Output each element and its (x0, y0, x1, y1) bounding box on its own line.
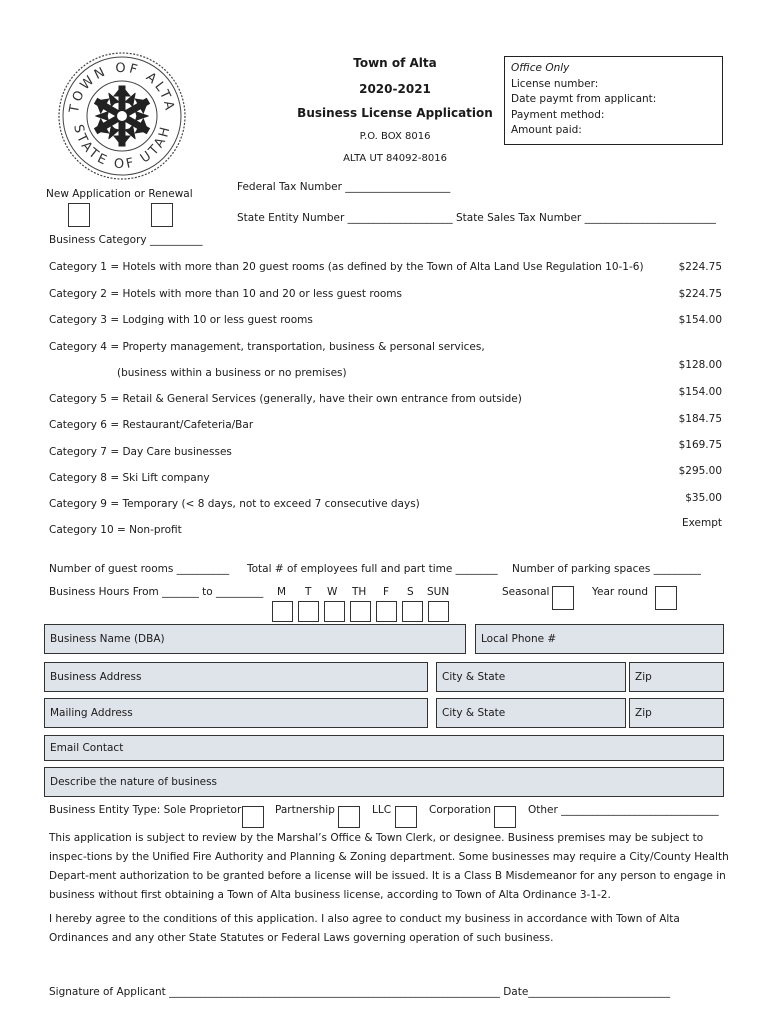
category-3: Category 3 = Lodging with 10 or less guest rooms (49, 314, 313, 326)
corporation-label: Corporation (429, 804, 492, 816)
signature-line[interactable]: Signature of Applicant _______________________________________________________________ Date___________________________ (49, 986, 671, 998)
agreement-paragraph: I hereby agree to the conditions of this application. I also agree to conduct my business in accordance with Town of Alta Ordinances and any other State Statutes or Federal Laws governing operation of such business. (49, 913, 680, 944)
category-9: Category 9 = Temporary (< 8 days, not to exceed 7 consecutive days) (49, 498, 420, 510)
category-2: Category 2 = Hotels with more than 10 and 20 or less guest rooms (49, 288, 402, 300)
state-entity-and-sales-tax[interactable]: State Entity Number ____________________ State Sales Tax Number _________________________ (237, 212, 716, 224)
category-4-price: $128.00 (678, 359, 722, 371)
day-checkbox-t[interactable] (298, 601, 319, 622)
office-only-box (504, 56, 723, 145)
category-5-price: $154.00 (678, 386, 722, 398)
city-state-label-2: City & State (442, 707, 506, 719)
seasonal-label: Seasonal (502, 586, 550, 598)
business-hours-field[interactable]: Business Hours From _______ to _________ (49, 586, 264, 598)
town-seal (56, 50, 188, 182)
other-entity-field[interactable]: Other ______________________________ (528, 804, 719, 816)
category-9-price: $35.00 (685, 492, 722, 504)
new-application-checkbox[interactable] (68, 203, 90, 227)
sole-proprietor-checkbox[interactable] (242, 806, 264, 828)
employees-field[interactable]: Total # of employees full and part time ________ (247, 563, 498, 575)
day-label-th: TH (352, 586, 367, 598)
local-phone-label: Local Phone # (481, 633, 557, 645)
category-6-price: $184.75 (678, 413, 722, 425)
office-license-number: License number: (511, 77, 599, 90)
partnership-checkbox[interactable] (338, 806, 360, 828)
corporation-checkbox[interactable] (494, 806, 516, 828)
day-checkbox-w[interactable] (324, 601, 345, 622)
llc-checkbox[interactable] (395, 806, 417, 828)
seasonal-checkbox[interactable] (552, 586, 574, 610)
header-po-box: P.O. BOX 8016 (359, 131, 431, 142)
email-contact-field[interactable] (44, 735, 724, 761)
zip-field-2[interactable] (629, 698, 724, 728)
day-checkbox-s[interactable] (402, 601, 423, 622)
llc-label: LLC (372, 804, 392, 816)
category-6: Category 6 = Restaurant/Cafeteria/Bar (49, 419, 254, 431)
category-2-price: $224.75 (678, 288, 722, 300)
mailing-address-field[interactable] (44, 698, 428, 728)
category-1-price: $224.75 (678, 261, 722, 273)
nature-of-business-label: Describe the nature of business (50, 776, 218, 788)
snowflake-icon (90, 86, 155, 146)
business-name-label: Business Name (DBA) (50, 633, 165, 645)
day-label-sun: SUN (427, 586, 450, 598)
day-label-s: S (407, 586, 414, 598)
new-or-renewal-label: New Application or Renewal (46, 188, 193, 200)
local-phone-field[interactable] (475, 624, 724, 654)
category-4-note: (business within a business or no premises) (117, 367, 347, 379)
city-state-field-2[interactable] (436, 698, 626, 728)
office-date-payment: Date paymt from applicant: (511, 93, 657, 105)
category-5: Category 5 = Retail & General Services (generally, have their own entrance from outside) (49, 393, 522, 405)
zip-label-1: Zip (635, 671, 652, 683)
zip-label-2: Zip (635, 707, 652, 719)
day-label-f: F (383, 586, 390, 598)
entity-type-label: Business Entity Type: Sole Proprietor (49, 804, 242, 816)
guest-rooms-field[interactable]: Number of guest rooms __________ (49, 563, 230, 575)
business-category-field[interactable]: Business Category __________ (49, 234, 203, 246)
category-8: Category 8 = Ski Lift company (49, 472, 210, 484)
seal-top-text: TOWN OF ALTA (66, 60, 178, 115)
header-title: Town of Alta (353, 56, 437, 70)
header-city: ALTA UT 84092-8016 (343, 153, 447, 164)
category-10-price: Exempt (682, 517, 722, 529)
day-checkbox-th[interactable] (350, 601, 371, 622)
category-4: Category 4 = Property management, transportation, business & personal services, (49, 341, 485, 353)
federal-tax-number[interactable]: Federal Tax Number ____________________ (237, 181, 451, 193)
business-address-label: Business Address (50, 671, 142, 683)
year-round-label: Year round (592, 586, 649, 598)
category-7-price: $169.75 (678, 439, 722, 451)
day-label-t: T (305, 586, 312, 598)
day-checkbox-m[interactable] (272, 601, 293, 622)
day-checkbox-f[interactable] (376, 601, 397, 622)
zip-field-1[interactable] (629, 662, 724, 692)
office-amount-paid: Amount paid: (511, 124, 582, 136)
category-7: Category 7 = Day Care businesses (49, 446, 232, 458)
renewal-checkbox[interactable] (151, 203, 173, 227)
seal-bottom-text: STATE OF UTAH (70, 122, 174, 173)
partnership-label: Partnership (275, 804, 335, 816)
email-contact-label: Email Contact (50, 742, 124, 754)
business-name-field[interactable] (44, 624, 466, 654)
office-payment-method: Payment method: (511, 108, 605, 121)
review-paragraph: This application is subject to review by the Marshal’s Office & Town Clerk, or designee. Business premises may be subject to inspec-tions by the Unified Fire Authority and Planning & Zoning department. Some businesses may require a City/County Health Depart-ment authorization to be granted before a license will be issued. It is a Class B Misdemeanor for any person to engage in business without first obtaining a Town of Alta business license, according to Town of Alta Ordinance 3-1-2. (49, 832, 729, 901)
day-label-w: W (327, 586, 338, 598)
mailing-address-label: Mailing Address (50, 707, 133, 719)
year-round-checkbox[interactable] (655, 586, 677, 610)
category-10: Category 10 = Non-profit (49, 524, 182, 536)
business-address-field[interactable] (44, 662, 428, 692)
category-3-price: $154.00 (678, 314, 722, 326)
office-only-title: Office Only (511, 62, 570, 74)
day-label-m: M (277, 586, 287, 598)
nature-of-business-field[interactable] (44, 767, 724, 797)
city-state-label-1: City & State (442, 671, 506, 683)
header-year: 2020-2021 (359, 82, 431, 96)
parking-spaces-field[interactable]: Number of parking spaces _________ (512, 563, 701, 575)
day-checkbox-sun[interactable] (428, 601, 449, 622)
header-subtitle: Business License Application (297, 106, 493, 120)
category-8-price: $295.00 (678, 465, 722, 477)
city-state-field-1[interactable] (436, 662, 626, 692)
category-1: Category 1 = Hotels with more than 20 guest rooms (as defined by the Town of Alta Land Use Regulation 10-1-6) (49, 261, 644, 273)
